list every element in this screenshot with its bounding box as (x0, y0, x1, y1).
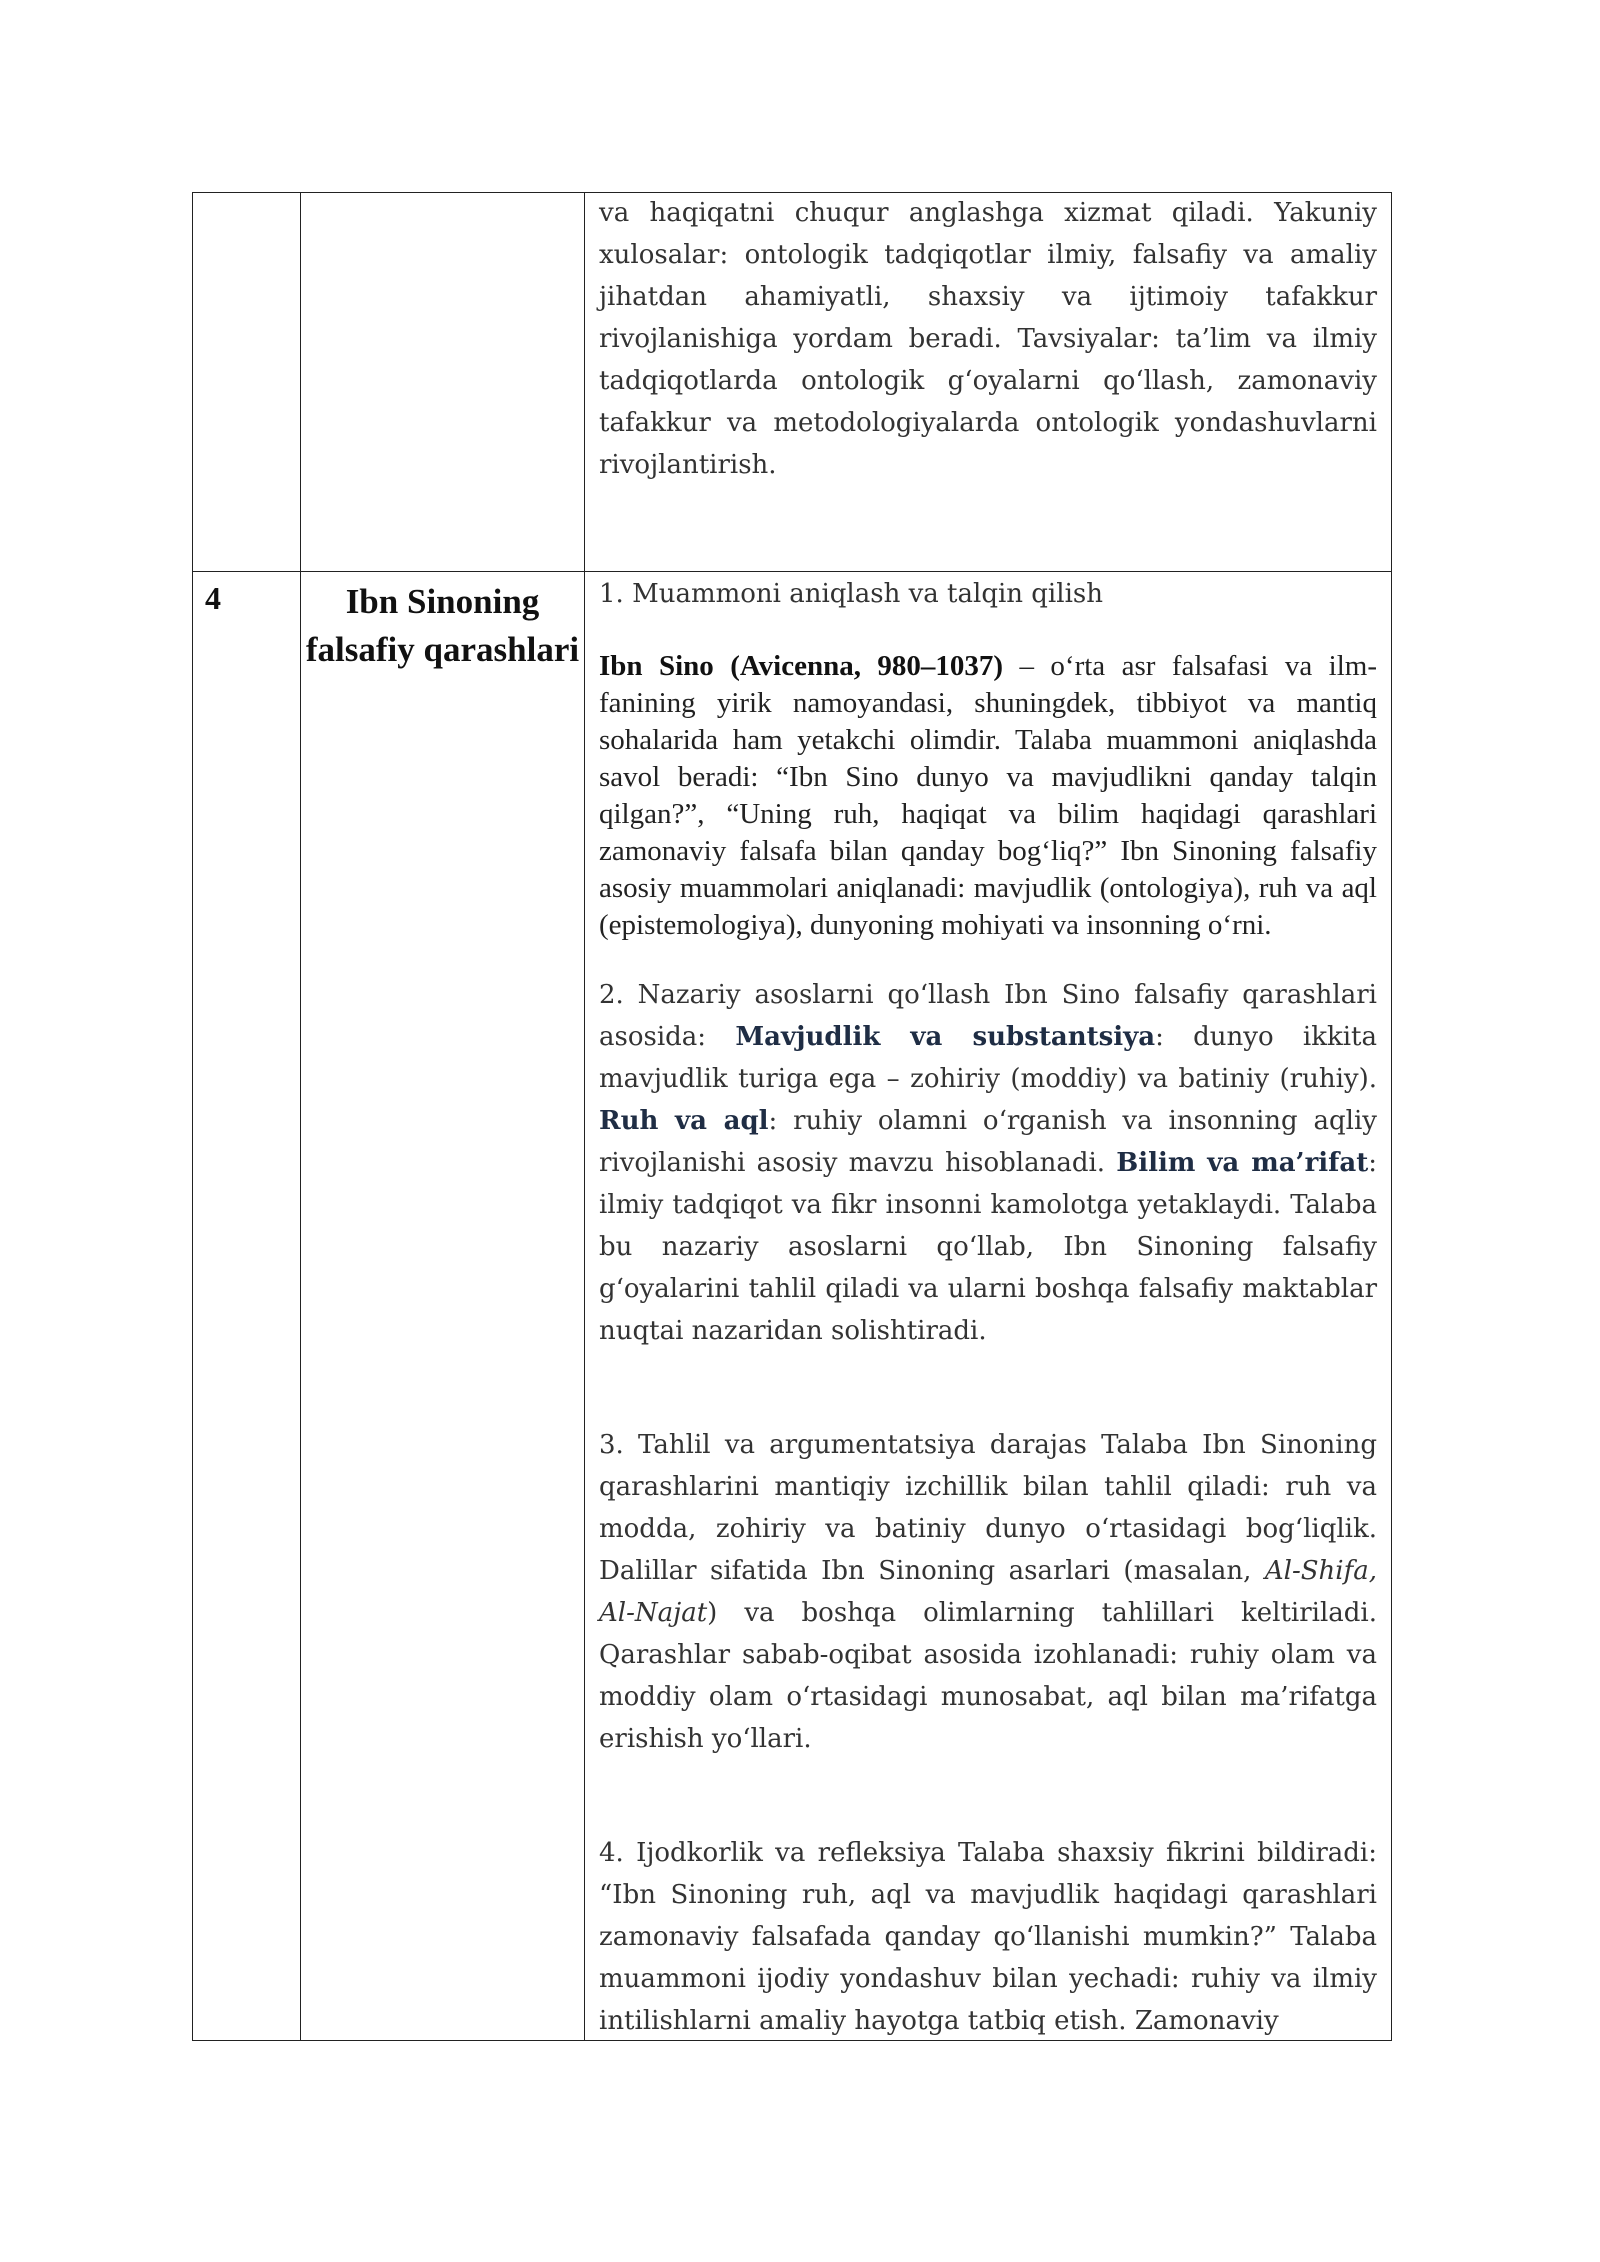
number-cell (193, 193, 301, 571)
section-1-heading: 1. Muammoni aniqlash va talqin qilish (599, 579, 1103, 609)
section-2-text-2: : ruhiy olamni o‘rganish va insonning aqliy rivojlanishi asosiy mavzu hisoblanadi. (599, 1106, 1377, 1178)
section-3-text-2: ) va boshqa olimlarning tahlillari keltiriladi. Qarashlar sabab-oqibat asosida izohlanadi: ruhiy olam va moddiy olam o‘rtasidagi munosabat, aql bilan ma’rifatga erishish yo‘llari. (599, 1598, 1377, 1754)
topic-cell (301, 193, 585, 571)
section-1-paragraph (599, 648, 1377, 944)
topic-title: Ibn Sinoning falsafiy qarashlari (305, 582, 580, 669)
section-2-intro: 2. Nazariy asoslarni qo‘llash Ibn Sino falsafiy qarashlari asosida: (599, 980, 1377, 1052)
ibn-sino-name: Ibn Sino (Avicenna, 980–1037) (599, 650, 1004, 682)
document-table (192, 192, 1392, 2041)
section-3-text-1: 3. Tahlil va argumentatsiya darajas Talaba Ibn Sinoning qarashlarini mantiqiy izchillik bilan tahlil qiladi: ruh va modda, zohiriy va batiniy dunyo o‘rtasidagi bog‘liqlik. Dalillar sifatida Ibn Sinoning asarlari (masalan, (599, 1430, 1377, 1586)
section-2-paragraph (599, 974, 1377, 1352)
term-mavjudlik: Mavjudlik va substantsiya (735, 1022, 1156, 1052)
section-2-text-3: : ilmiy tadqiqot va fikr insonni kamolotga yetaklaydi. Talaba bu nazariy asoslarni qo‘llab, Ibn Sinoning falsafiy g‘oyalarini tahlil qiladi va ularni boshqa falsafiy maktablar nuqtai nazaridan solishtiradi. (599, 1148, 1377, 1346)
content-cell (585, 193, 1391, 571)
section-2-text-1: : dunyo ikkita mavjudlik turiga ega – zohiriy (moddiy) va batiniy (ruhiy). (599, 1022, 1377, 1094)
term-bilim: Bilim va ma’rifat (1116, 1148, 1369, 1178)
section-4-paragraph: 4. Ijodkorlik va refleksiya Talaba shaxsiy fikrini bildiradi: “Ibn Sinoning ruh, aql va mavjudlik haqidagi qarashlari zamonaviy falsafada qanday qo‘llanishi mumkin?” Talaba muammoni ijodiy yondashuv bilan yechadi: ruhiy va ilmiy intilishlarni amaliy hayotga tatbiq etish. Zamonaviy (599, 1838, 1377, 2036)
content-cell (585, 572, 1391, 2040)
row-number: 4 (205, 580, 221, 616)
table-row-continued (192, 192, 1392, 572)
table-row-4 (192, 572, 1392, 2041)
works-titles: Al-Shifa, Al-Najat (599, 1556, 1377, 1628)
section-3-paragraph (599, 1424, 1377, 1760)
topic-cell (301, 572, 585, 2040)
term-ruh-va-aql: Ruh va aql (599, 1106, 769, 1136)
number-cell (193, 572, 301, 2040)
continued-paragraph: va haqiqatni chuqur anglashga xizmat qiladi. Yakuniy xulosalar: ontologik tadqiqotlar ilmiy, falsafiy va amaliy jihatdan ahamiyatli, shaxsiy va ijtimoiy tafakkur rivojlanishiga yordam beradi. Tavsiyalar: ta’lim va ilmiy tadqiqotlarda ontologik g‘oyalarni qo‘llash, zamonaviy tafakkur va metodologiyalarda ontologik yondashuvlarni rivojlantirish. (599, 198, 1377, 480)
section-1-text: – o‘rta asr falsafasi va ilm-fanining yirik namoyandasi, shuningdek, tibbiyot va mantiq sohalarida ham yetakchi olimdir. Talaba muammoni aniqlashda savol beradi: “Ibn Sino dunyo va mavjudlikni qanday talqin qilgan?”, “Uning ruh, haqiqat va bilim haqidagi qarashlari zamonaviy falsafa bilan qanday bog‘liq?” Ibn Sinoning falsafiy asosiy muammolari aniqlanadi: mavjudlik (ontologiya), ruh va aql (epistemologiya), dunyoning mohiyati va insonning o‘rni. (599, 650, 1377, 941)
